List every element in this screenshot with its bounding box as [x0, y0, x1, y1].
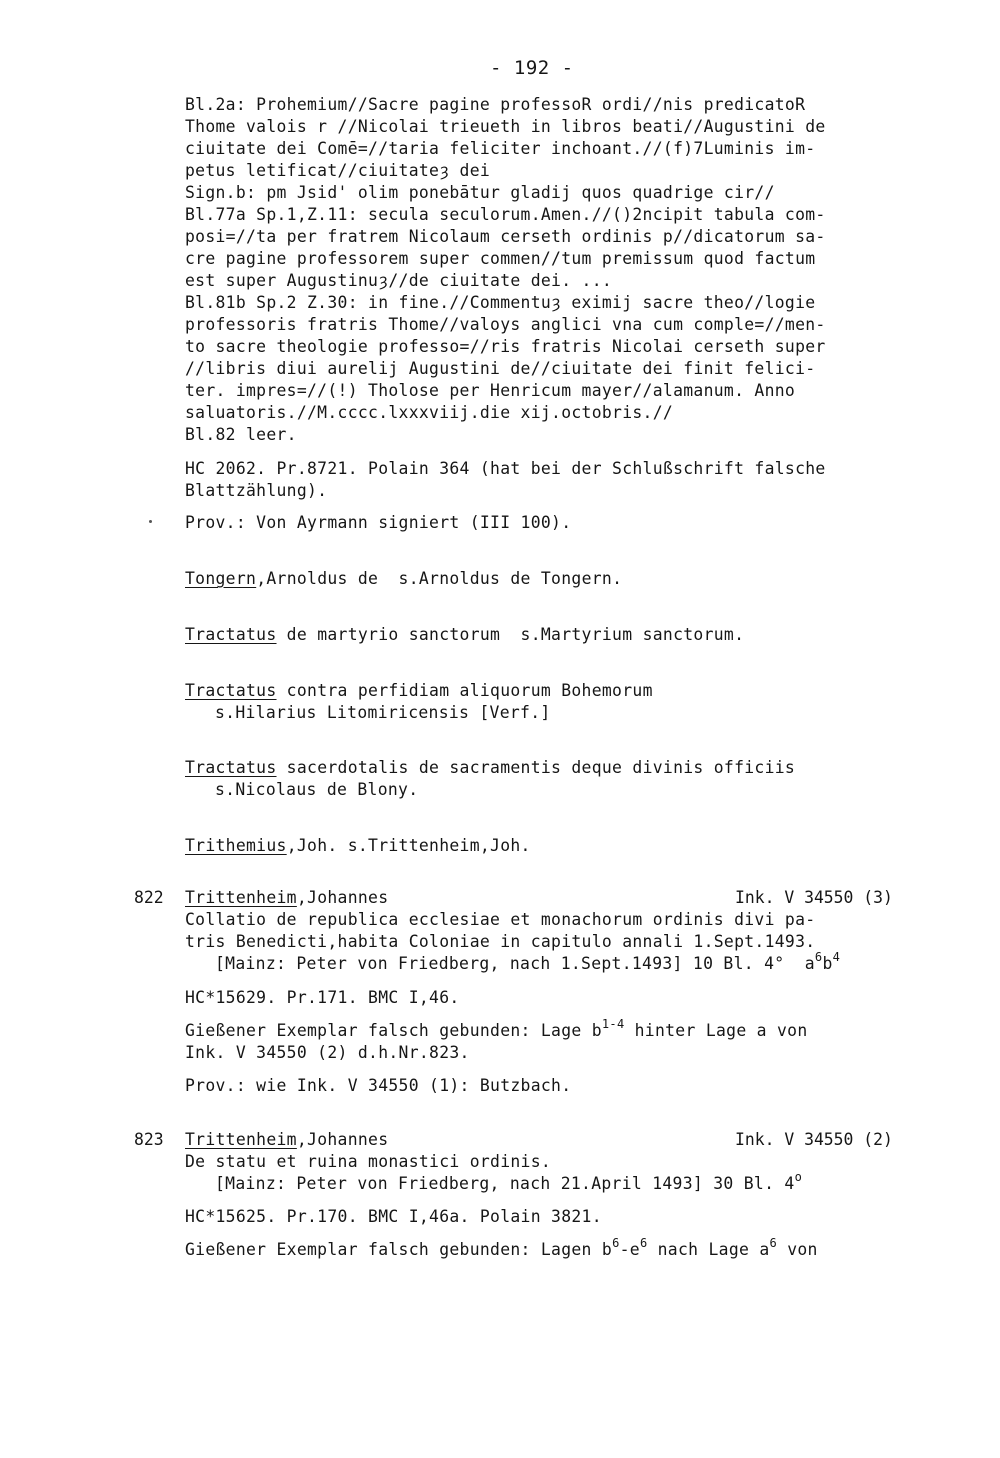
text-line: Bl.82 leer. [185, 425, 297, 444]
text-line: Bl.2a: Prohemium//Sacre pagine professoR ordi//nis predicatoR [185, 95, 806, 114]
entry-heading [185, 888, 388, 908]
text-line: Bl.77a Sp.1,Z.11: secula seculorum.Amen.//()2ncipit tabula com- [185, 205, 826, 224]
cross-reference [185, 569, 622, 589]
cross-reference [185, 758, 795, 778]
text-line: to sacre theologie professo=//ris fratris Nicolai cerseth super [185, 337, 826, 356]
note-line [185, 1236, 818, 1261]
cross-reference [185, 836, 531, 856]
text-line: saluatoris.//M.cccc.lxxxviij.die xij.octobris.// [185, 403, 674, 422]
heading-word: Tractatus [185, 625, 277, 644]
note-superscript: 6 [639, 1236, 648, 1250]
reference-target: s.Nicolaus de Blony. [215, 780, 419, 799]
text-line: Bl.81b Sp.2 Z.30: in fine.//Commentuȝ eximij sacre theo//logie [185, 293, 816, 312]
cross-reference [185, 681, 653, 701]
author-name: Trittenheim [185, 888, 297, 907]
note-text: von [777, 1240, 818, 1259]
note-text: -e [619, 1240, 640, 1259]
heading-word: Trithemius [185, 836, 287, 855]
bibliography-line: Blattzählung). [185, 481, 328, 500]
collation-superscript: 4 [832, 950, 841, 964]
note-superscript: 6 [769, 1236, 778, 1250]
text-line: Sign.b: pm Jsid' olim ponebātur gladij quos quadrige cir// [185, 183, 775, 202]
heading-word: Tongern [185, 569, 257, 588]
author-given-name: ,Johannes [296, 1130, 389, 1149]
reference-text: ,Joh. s.Trittenheim,Joh. [286, 836, 531, 855]
note-superscript: 1-4 [601, 1017, 625, 1031]
entry-number: 823 [134, 1130, 164, 1149]
title-line: De statu et ruina monastici ordinis. [185, 1152, 552, 1171]
imprint-line [215, 1170, 803, 1195]
text-line: ciuitate dei Comē=//taria feliciter inchoant.//(f)7Luminis im- [185, 139, 816, 158]
author-given-name: ,Johannes [296, 888, 389, 907]
imprint-line [215, 950, 841, 975]
provenance-line: Prov.: wie Ink. V 34550 (1): Butzbach. [185, 1076, 572, 1095]
note-text: Gießener Exemplar falsch gebunden: Lage b [185, 1021, 602, 1040]
reference-text: sacerdotalis de sacramentis deque divinis officiis [276, 758, 796, 777]
text-line: Thome valois r //Nicolai trieueth in libros beati//Augustini de [185, 117, 826, 136]
text-line: posi=//ta per fratrem Nicolaum cerseth ordinis p//dicatorum sa- [185, 227, 826, 246]
note-line: Ink. V 34550 (2) d.h.Nr.823. [185, 1043, 470, 1062]
shelfmark: Ink. V 34550 (3) [735, 888, 893, 907]
imprint-text: [Mainz: Peter von Friedberg, nach 21.April 1493] 30 Bl. 4 [215, 1174, 795, 1193]
bibliography-line: HC*15625. Pr.170. BMC I,46a. Polain 3821. [185, 1207, 602, 1226]
reference-text: de martyrio sanctorum s.Martyrium sanctorum. [276, 625, 745, 644]
text-line: professoris fratris Thome//valoys anglici vna cum comple=//men- [185, 315, 826, 334]
title-line: tris Benedicti,habita Coloniae in capitulo annali 1.Sept.1493. [185, 932, 816, 951]
text-line: est super Augustinuȝ//de ciuitate dei. ... [185, 271, 613, 290]
reference-target: s.Hilarius Litomiricensis [Verf.] [215, 703, 551, 722]
note-text: nach Lage a [647, 1240, 770, 1259]
provenance-line: Prov.: Von Ayrmann signiert (III 100). [185, 513, 572, 532]
entry-heading [185, 1130, 388, 1150]
margin-mark [149, 520, 152, 523]
shelfmark: Ink. V 34550 (2) [735, 1130, 893, 1149]
bibliography-line: HC 2062. Pr.8721. Polain 364 (hat bei der Schlußschrift falsche [185, 459, 826, 478]
reference-text: ,Arnoldus de s.Arnoldus de Tongern. [256, 569, 623, 588]
collation-superscript: 6 [814, 950, 823, 964]
text-line: ter. impres=//(!) Tholose per Henricum mayer//alamanum. Anno [185, 381, 796, 400]
collation-letter: b [822, 954, 833, 973]
note-text: Gießener Exemplar falsch gebunden: Lagen b [185, 1240, 613, 1259]
cross-reference [185, 625, 744, 645]
bibliography-line: HC*15629. Pr.171. BMC I,46. [185, 988, 460, 1007]
heading-word: Tractatus [185, 681, 277, 700]
text-line: cre pagine professorem super commen//tum premissum quod factum [185, 249, 816, 268]
note-text: hinter Lage a von [624, 1021, 808, 1040]
reference-text: contra perfidiam aliquorum Bohemorum [276, 681, 653, 700]
page-number: - 192 - [490, 57, 574, 79]
heading-word: Tractatus [185, 758, 277, 777]
imprint-text: [Mainz: Peter von Friedberg, nach 1.Sept.1493] 10 Bl. 4° a [215, 954, 815, 973]
entry-number: 822 [134, 888, 164, 907]
title-line: Collatio de republica ecclesiae et monachorum ordinis divi pa- [185, 910, 816, 929]
note-superscript: 6 [612, 1236, 620, 1250]
text-line: petus letificat//ciuitateȝ dei [185, 161, 491, 180]
format-superscript: o [794, 1170, 803, 1184]
author-name: Trittenheim [185, 1130, 297, 1149]
note-line [185, 1017, 808, 1042]
text-line: //libris diui aurelij Augustini de//ciuitate dei finit felici- [185, 359, 816, 378]
